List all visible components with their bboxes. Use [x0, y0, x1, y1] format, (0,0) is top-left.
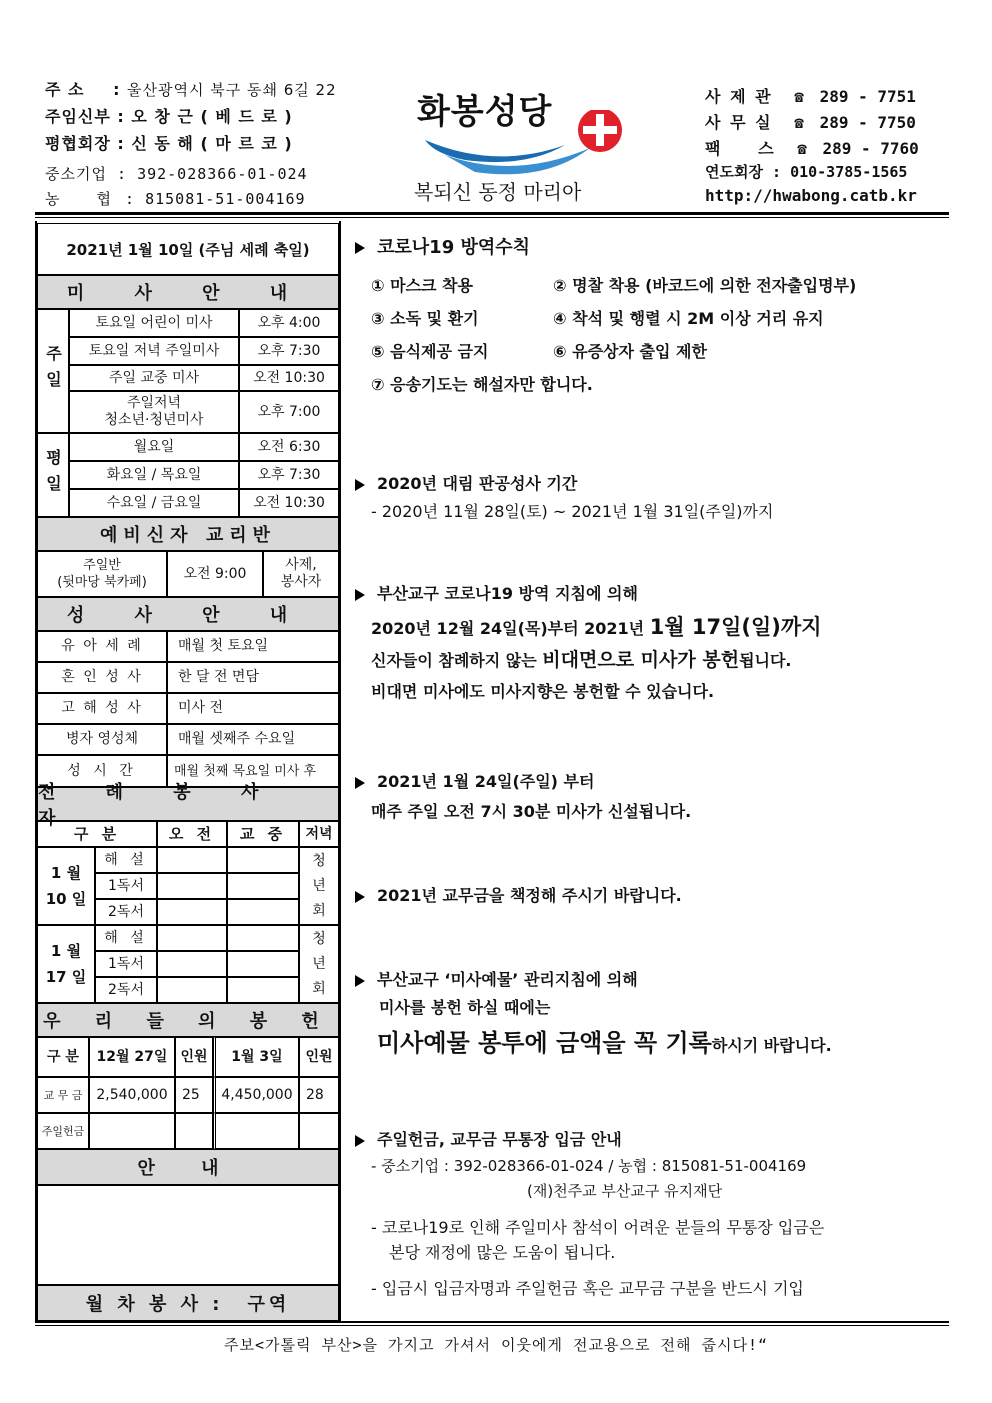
bank-transfer-title-text: 주일헌금, 교무금 무통장 입금 안내: [377, 1130, 622, 1149]
offering-count: [299, 1113, 339, 1149]
liturgy-col: 저녁: [299, 821, 339, 847]
diocese-covid-title-text: 부산교구 코로나19 방역 지침에 의해: [377, 584, 638, 603]
offering-row-label: 교 무 금: [37, 1077, 89, 1113]
liturgy-col: 오 전: [157, 821, 227, 847]
liturgy-slot: [227, 847, 299, 873]
bank-note-2: 본당 재정에 많은 도움이 됩니다.: [389, 1243, 616, 1262]
offering-amount: [89, 1113, 175, 1149]
sacrament-info: 매월 셋째주 수요일: [167, 724, 339, 755]
church-name: 화봉성당: [417, 92, 553, 132]
mass-offering-line2: [377, 1023, 832, 1058]
youth-phone: 010-3785-1565: [790, 163, 908, 181]
address: 울산광역시 북구 동쇄 6길 22: [127, 81, 337, 99]
mass-name: 토요일 저녁 주일미사: [69, 337, 239, 365]
duty-label: 월 차 봉 사 :: [85, 1294, 224, 1315]
rule-item: ② 명찰 착용 (바코드에 의한 전자출입명부): [553, 276, 857, 295]
weekday-label: 평일: [37, 433, 69, 517]
foundation-name: (재)천주교 부산교구 유지재단: [527, 1182, 723, 1200]
triangle-bullet-icon: [355, 589, 365, 601]
liturgy-col: 구 분: [37, 821, 157, 847]
council-label: 평협회장: [45, 134, 111, 153]
mass-offering-line1: 미사를 봉헌 하실 때에는: [379, 998, 551, 1017]
mass-header: 미 사 안 내: [37, 275, 339, 309]
triangle-bullet-icon: [355, 242, 365, 254]
pastor-line: 주임신부 : 오 창 근 ( 베 드 로 ): [45, 107, 293, 126]
liturgy-col: 교 중: [227, 821, 299, 847]
mass-time: 오후 7:00: [239, 391, 339, 433]
sacrament-info: 한 달 전 면담: [167, 662, 339, 693]
liturgy-slot: [157, 925, 227, 951]
liturgy-header: 전 례 봉 사 자: [37, 787, 339, 821]
mass-name: 주일저녁 청소년·청년미사: [69, 391, 239, 433]
bank1-label: 중소기업: [45, 165, 107, 183]
bank-note-1: - 코로나19로 인해 주일미사 참석이 어려운 분들의 무통장 입금은: [371, 1218, 825, 1237]
diocese-covid-line3: 비대면 미사에도 미사지향은 봉헌할 수 있습니다.: [371, 682, 715, 701]
confession-title-text: 2020년 대림 판공성사 기간: [377, 474, 578, 493]
fax-label: 팩 스: [705, 139, 788, 158]
rectory-line: [705, 84, 916, 107]
tithe-title: [355, 883, 682, 906]
mass-time: 오전 10:30: [239, 489, 339, 517]
duty-value: 구역: [247, 1294, 291, 1315]
liturgy-slot: [227, 951, 299, 977]
address-label: 주 소: [45, 80, 85, 99]
liturgy-role: 1독서: [95, 873, 157, 899]
triangle-bullet-icon: [355, 777, 365, 789]
new-mass-title: [355, 769, 594, 792]
fax-phone: 289 - 7760: [822, 139, 919, 158]
liturgy-role: 해 설: [95, 925, 157, 951]
mass-time: 오후 7:30: [239, 461, 339, 489]
offering-count: 28: [299, 1077, 339, 1113]
bank-accounts: - 중소기업 : 392-028366-01-024 / 농협 : 815081-51-004169: [371, 1157, 807, 1175]
church-logo: [405, 80, 645, 175]
mass-name: 월요일: [69, 433, 239, 461]
bank2-line: 농 협: 815081-51-004169: [45, 190, 306, 208]
diocese-covid-line1-a: 2020년 12월 24일(목)부터 2021년: [371, 619, 645, 638]
liturgy-slot: [227, 899, 299, 925]
address-line: 주 소 : 울산광역시 북구 동쇄 6길 22: [45, 80, 337, 99]
new-mass-title-text: 2021년 1월 24일(주일) 부터: [377, 772, 595, 791]
liturgy-slot: [227, 925, 299, 951]
liturgy-evening: 청 년 회: [299, 847, 339, 925]
offering-count: 25: [175, 1077, 213, 1113]
sacrament-info: 매월 첫 토요일: [167, 631, 339, 662]
youth-line: 연도회장 : 010-3785-1565: [705, 163, 908, 181]
left-column: [35, 221, 341, 1321]
mass-time: 오전 6:30: [239, 433, 339, 461]
offering-col: 인원: [299, 1037, 339, 1077]
offering-col: 인원: [175, 1037, 213, 1077]
covid-rules-title-text: 코로나19 방역수칙: [377, 237, 531, 258]
mass-time: 오후 7:30: [239, 337, 339, 365]
offering-header: 우 리 들 의 봉 헌: [37, 1003, 339, 1037]
rule-item: ④ 착석 및 행렬 시 2M 이상 거리 유지: [553, 309, 824, 328]
new-mass-line: 매주 주일 오전 7시 30분 미사가 신설됩니다.: [371, 802, 692, 821]
rule-item: ⑦ 응송기도는 해설자만 합니다.: [371, 375, 593, 394]
liturgy-role: 2독서: [95, 977, 157, 1003]
sacrament-name: 병자 영성체: [37, 724, 167, 755]
monthly-duty: [37, 1285, 339, 1321]
diocese-covid-line2-c: 됩니다.: [739, 651, 792, 670]
tithe-title-text: 2021년 교무금을 책정해 주시기 바랍니다.: [377, 886, 682, 905]
rule-item: ⑤ 음식제공 금지: [371, 342, 489, 361]
council-line: 평협회장 : 신 동 해 ( 마 르 코 ): [45, 134, 293, 153]
rule-item: ① 마스크 착용: [371, 276, 473, 295]
council-name: 신 동 해 ( 마 르 코 ): [131, 134, 293, 153]
header-rule: [35, 212, 949, 215]
sunday-label: 주일: [37, 309, 69, 433]
bank2-label: 농 협: [45, 190, 126, 208]
diocese-covid-line2: [371, 645, 792, 672]
rule-item: ③ 소독 및 환기: [371, 309, 479, 328]
sacrament-info: 매월 첫째 목요일 미사 후: [167, 755, 339, 787]
offering-col: 구 분: [37, 1037, 89, 1077]
catechumen-header: 예비신자 교리반: [37, 517, 339, 551]
confession-period: - 2020년 11월 28일(토) ~ 2021년 1월 31일(주일)까지: [371, 502, 774, 521]
liturgy-role: 해 설: [95, 847, 157, 873]
diocese-covid-line1: [371, 611, 821, 641]
phone-icon: ☎: [794, 87, 804, 106]
rule-item: ⑥ 유증상자 출입 제한: [553, 342, 707, 361]
catechumen-class: 주일반 (뒷마당 북카페): [37, 551, 167, 597]
footer-message: 주보<가톨릭 부산>을 가지고 가셔서 이웃에게 전교용으로 전해 줍시다!“: [223, 1336, 769, 1354]
office-label: 사 무 실: [705, 113, 771, 132]
right-column: [339, 221, 951, 1321]
mass-offering-line2-end: 하시기 바랍니다.: [711, 1036, 832, 1055]
footer-rule: [35, 1321, 949, 1323]
sacrament-name: 성 시 간: [37, 755, 167, 787]
offering-amount: 2,540,000: [89, 1077, 175, 1113]
bank1-line: 중소기업 : 392-028366-01-024: [45, 165, 308, 183]
liturgy-role: 2독서: [95, 899, 157, 925]
liturgy-slot: [157, 951, 227, 977]
mass-offering-title: [355, 967, 638, 990]
sacrament-header: 성 사 안 내: [37, 597, 339, 631]
liturgy-slot: [157, 977, 227, 1003]
triangle-bullet-icon: [355, 479, 365, 491]
office-phone: 289 - 7750: [819, 113, 916, 132]
bank2-account: 815081-51-004169: [145, 190, 306, 208]
liturgy-evening: 청 년 회: [299, 925, 339, 1003]
logo-wave-graphic: [405, 110, 645, 175]
sacrament-name: 혼 인 성 사: [37, 662, 167, 693]
website-link[interactable]: http://hwabong.catb.kr: [705, 186, 917, 205]
offering-amount: 4,450,000: [213, 1077, 299, 1113]
liturgy-slot: [227, 873, 299, 899]
liturgy-slot: [157, 899, 227, 925]
sacrament-name: 고 해 성 사: [37, 693, 167, 724]
mass-name: 수요일 / 금요일: [69, 489, 239, 517]
mass-offering-emphasis: 미사예물 봉투에 금액을 꼭 기록: [377, 1028, 712, 1057]
notice-body: [37, 1185, 339, 1285]
diocese-covid-line2-b: 비대면으로 미사가 봉헌: [542, 649, 740, 671]
liturgy-slot: [157, 847, 227, 873]
office-line: [705, 110, 916, 133]
fax-line: [705, 136, 919, 159]
pastor-label: 주임신부: [45, 107, 111, 126]
mass-name: 주일 교중 미사: [69, 365, 239, 391]
liturgy-role: 1독서: [95, 951, 157, 977]
bulletin-date: 2021년 1월 10일 (주님 세례 축일): [37, 223, 339, 275]
confession-title: [355, 471, 577, 494]
covid-rules-title: [355, 233, 530, 259]
liturgy-slot: [227, 977, 299, 1003]
triangle-bullet-icon: [355, 1135, 365, 1147]
offering-row-label: 주일헌금: [37, 1113, 89, 1149]
catechumen-teacher: 사제, 봉사자: [263, 551, 339, 597]
patron-title: 복되신 동정 마리아: [414, 180, 582, 204]
phone-icon: ☎: [797, 139, 807, 158]
sacrament-info: 미사 전: [167, 693, 339, 724]
offering-count: [175, 1113, 213, 1149]
offering-col: 1월 3일: [213, 1037, 299, 1077]
header-rule-thin: [35, 217, 949, 218]
liturgy-date: 1 월 10 일: [37, 847, 95, 925]
bank-note-3: - 입금시 입금자명과 주일헌금 혹은 교무금 구분을 반드시 기입: [371, 1279, 804, 1298]
triangle-bullet-icon: [355, 975, 365, 987]
notice-header: 안 내: [37, 1149, 339, 1185]
liturgy-slot: [157, 873, 227, 899]
rectory-label: 사 제 관: [705, 87, 771, 106]
sacrament-name: 유 아 세 례: [37, 631, 167, 662]
youth-label: 연도회장: [705, 163, 763, 181]
liturgy-date: 1 월 17 일: [37, 925, 95, 1003]
bank1-account: 392-028366-01-024: [137, 165, 308, 183]
mass-name: 화요일 / 목요일: [69, 461, 239, 489]
offering-col: 12월 27일: [89, 1037, 175, 1077]
footer-rule-thin: [35, 1325, 949, 1326]
mass-time: 오후 4:00: [239, 309, 339, 337]
mass-offering-title-text: 부산교구 ‘미사예물’ 관리지침에 의해: [377, 970, 638, 989]
diocese-covid-line2-a: 신자들이 참례하지 않는: [371, 651, 537, 670]
bank-transfer-title: [355, 1127, 622, 1150]
rectory-phone: 289 - 7751: [819, 87, 916, 106]
diocese-covid-title: [355, 581, 638, 604]
diocese-covid-line1-b: 1월 17일(일)까지: [649, 615, 822, 639]
mass-name: 토요일 어린이 미사: [69, 309, 239, 337]
offering-amount: [213, 1113, 299, 1149]
mass-time: 오전 10:30: [239, 365, 339, 391]
triangle-bullet-icon: [355, 891, 365, 903]
pastor-name: 오 창 근 ( 베 드 로 ): [131, 107, 293, 126]
catechumen-time: 오전 9:00: [167, 551, 263, 597]
phone-icon: ☎: [794, 113, 804, 132]
